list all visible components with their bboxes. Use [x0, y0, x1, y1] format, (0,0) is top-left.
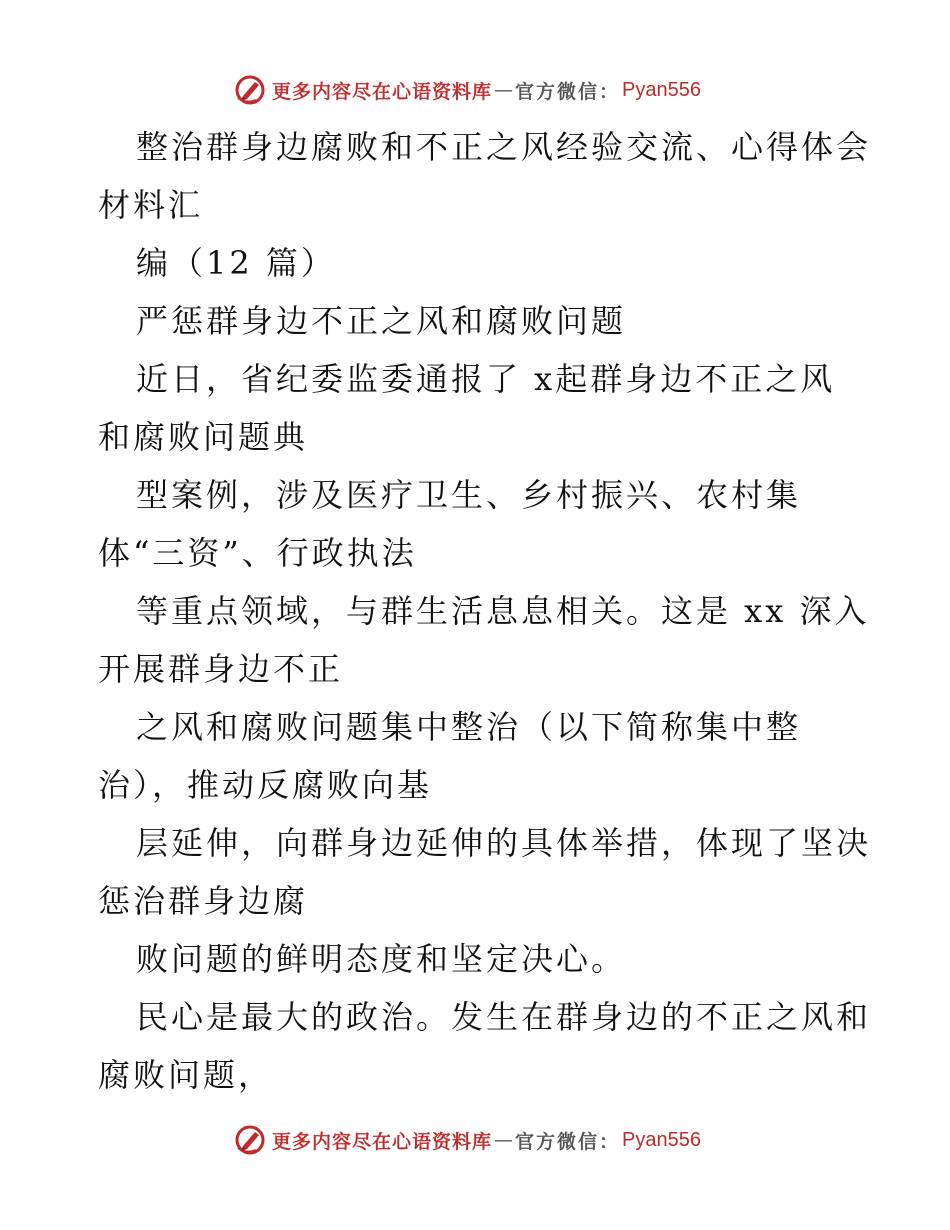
text-line: 治），推动反腐败向基 — [98, 766, 433, 804]
text-line: 整治群身边腐败和不正之风经验交流、心得体会 — [136, 128, 872, 166]
site-slogan: 更多内容尽在心语资料库 — [272, 80, 493, 103]
text-line: 等重点领域，与群生活息息相关。这是 xx 深入 — [136, 592, 870, 630]
text-line: 层延伸，向群身边延伸的具体举措，体现了坚决 — [136, 824, 872, 862]
site-slogan: 更多内容尽在心语资料库 — [272, 1130, 493, 1153]
footer-banner — [234, 1122, 701, 1158]
text-line: 腐败问题， — [98, 1056, 274, 1094]
wechat-label: 官方微信： — [515, 1130, 621, 1153]
banner-separator: — — [494, 1129, 514, 1151]
wechat-id: Pyan556 — [622, 1128, 701, 1151]
text-line: 败问题的鲜明态度和坚定决心。 — [136, 940, 627, 978]
pen-in-circle-icon — [234, 1124, 266, 1156]
text-line: 体“三资”、行政执法 — [98, 534, 417, 572]
text-line: 民心是最大的政治。发生在群身边的不正之风和 — [136, 998, 872, 1036]
text-line: 开展群身边不正 — [98, 650, 344, 688]
text-line: 型案例，涉及医疗卫生、乡村振兴、农村集 — [136, 476, 802, 514]
text-line: 之风和腐败问题集中整治（以下简称集中整 — [136, 708, 802, 746]
text-line: 编（12 篇） — [136, 244, 336, 282]
text-line: 近日，省纪委监委通报了 x起群身边不正之风 — [136, 360, 836, 398]
text-line: 严惩群身边不正之风和腐败问题 — [136, 302, 627, 340]
text-line: 材料汇 — [98, 186, 204, 224]
wechat-id: Pyan556 — [622, 78, 701, 101]
body-text — [98, 118, 872, 1104]
banner-separator: — — [494, 79, 514, 101]
pen-in-circle-icon — [234, 74, 266, 106]
header-banner — [234, 72, 701, 108]
text-line: 惩治群身边腐 — [98, 882, 309, 920]
wechat-label: 官方微信： — [515, 80, 621, 103]
text-line: 和腐败问题典 — [98, 418, 309, 456]
